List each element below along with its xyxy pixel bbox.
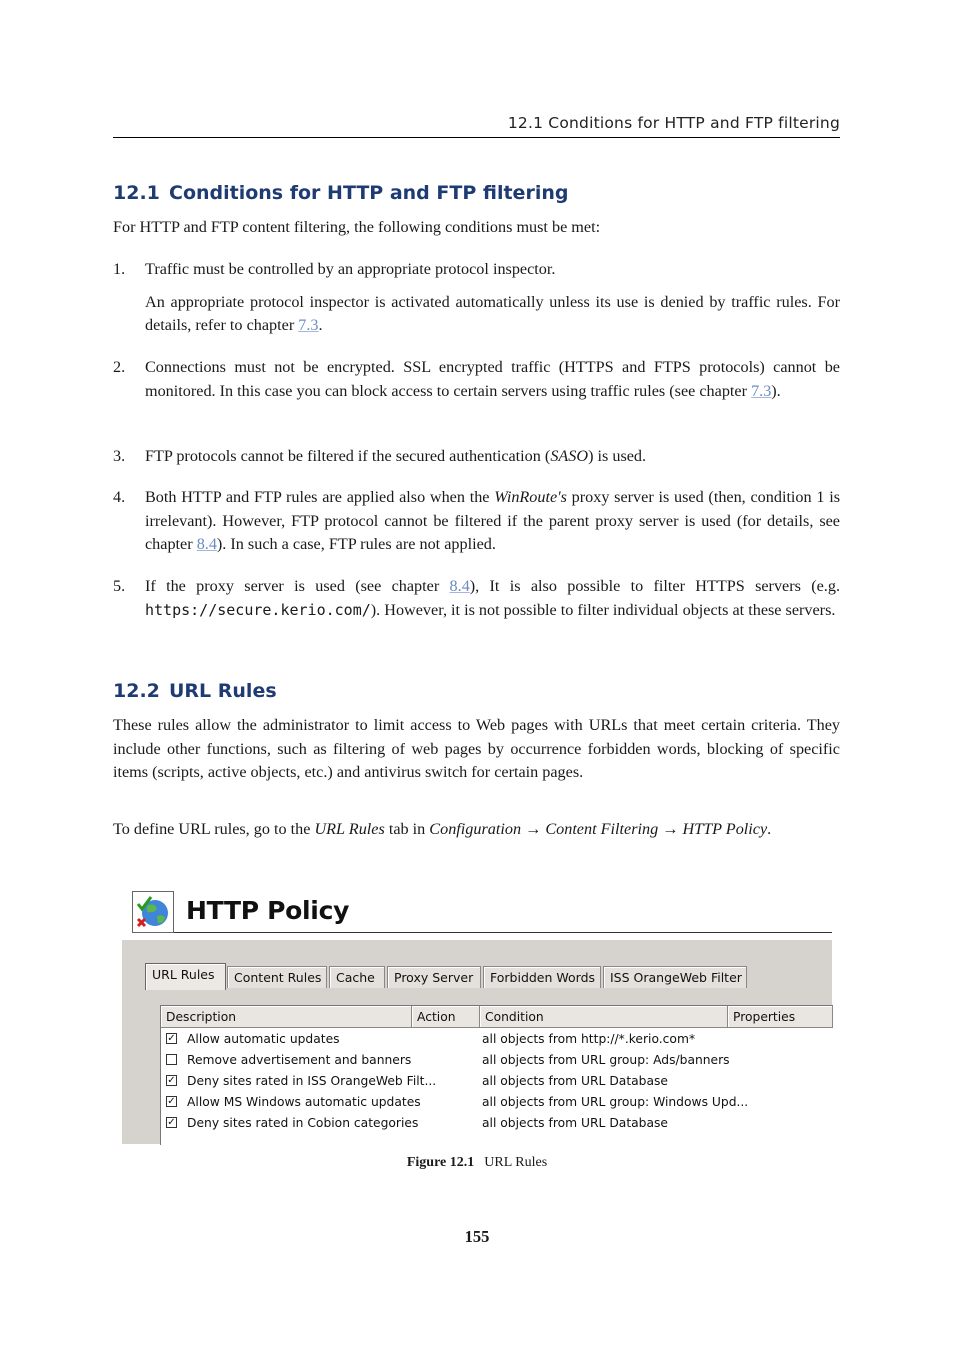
tab-cache[interactable]: Cache xyxy=(329,966,385,988)
rule-checkbox[interactable] xyxy=(166,1054,177,1065)
table-row[interactable] xyxy=(161,1092,833,1113)
table-row[interactable] xyxy=(161,1113,833,1134)
rule-condition: all objects from URL Database xyxy=(482,1116,668,1130)
http-policy-globe-icon xyxy=(132,891,174,933)
section-heading-12-1 xyxy=(113,182,568,204)
list-item-4 xyxy=(113,486,840,557)
list-number: 3. xyxy=(113,447,126,465)
list-number: 4. xyxy=(113,488,126,506)
list-number: 2. xyxy=(113,358,126,376)
chapter-link[interactable]: 8.4 xyxy=(196,535,217,553)
tab-content-rules[interactable]: Content Rules xyxy=(227,966,327,988)
list-item-1 xyxy=(113,258,840,338)
chapter-link[interactable]: 7.3 xyxy=(751,381,772,400)
list-text: Both HTTP and FTP rules are applied also when the WinRoute's proxy server is used (then, condition 1 is irrelevant). However, FTP protocol cannot be filtered if the parent proxy server is used (for details, see chapter 8.4). In such a case, FTP rules are not applied. xyxy=(145,488,840,553)
chapter-link[interactable]: 7.3 xyxy=(298,316,319,334)
list-text: FTP protocols cannot be filtered if the secured authentication (SASO) is used. xyxy=(145,447,647,465)
section-intro: For HTTP and FTP content filtering, the following conditions must be met: xyxy=(113,218,601,236)
tab-proxy-server[interactable]: Proxy Server xyxy=(387,966,481,988)
section-number: 12.1 xyxy=(113,182,160,204)
tab-forbidden-words[interactable]: Forbidden Words xyxy=(483,966,601,988)
list-item-5 xyxy=(113,575,840,622)
column-header-properties[interactable]: Properties xyxy=(728,1006,833,1028)
list-text: If the proxy server is used (see chapter 8.4), It is also possible to filter HTTPS servers (e.g. https://secure.kerio.com/). However, it is not possible to filter individual objects at these servers. xyxy=(145,577,840,619)
table-row[interactable] xyxy=(161,1050,833,1071)
rule-condition: all objects from URL group: Ads/banners xyxy=(482,1053,730,1067)
rule-description: Allow MS Windows automatic updates xyxy=(187,1095,421,1109)
rule-description: Deny sites rated in ISS OrangeWeb Filt... xyxy=(187,1074,437,1088)
rule-condition: all objects from http://*.kerio.com* xyxy=(482,1032,696,1046)
list-text: Connections must not be encrypted. SSL encrypted traffic (HTTPS and FTPS protocols) cannot be monitored. In this case you can block access to certain servers using traffic rules (see chapter 7.3). xyxy=(145,358,840,400)
running-head: 12.1 Conditions for HTTP and FTP filtering xyxy=(507,114,840,132)
caption-text: URL Rules xyxy=(484,1155,548,1170)
section-title: Conditions for HTTP and FTP filtering xyxy=(169,182,569,204)
section-heading-12-2 xyxy=(113,680,277,702)
caption-label: Figure 12.1 xyxy=(406,1155,475,1170)
figure-http-policy xyxy=(122,890,832,1144)
column-header-action[interactable]: Action xyxy=(412,1006,480,1028)
rule-description: Remove advertisement and banners xyxy=(187,1053,412,1067)
rules-table xyxy=(160,1005,833,1145)
section-paragraph: To define URL rules, go to the URL Rules tab in Configuration → Content Filtering → HTTP Policy. xyxy=(113,820,772,838)
section-paragraph: These rules allow the administrator to limit access to Web pages with URLs that meet certain criteria. They include other functions, such as filtering of web pages by occurrence forbidden words, blocking of specific items (scripts, active objects, etc.) and antivirus switch for certain pages. xyxy=(113,716,840,781)
rule-description: Allow automatic updates xyxy=(187,1032,340,1046)
list-item-2 xyxy=(113,356,840,403)
dialog-title: HTTP Policy xyxy=(186,896,350,925)
list-text: An appropriate protocol inspector is activated automatically unless its use is denied by traffic rules. For details, refer to chapter 7.3. xyxy=(145,292,840,334)
list-number: 1. xyxy=(113,260,126,278)
rule-checkbox[interactable]: ✓ xyxy=(167,1033,176,1044)
list-item-3 xyxy=(113,445,840,469)
dialog-header xyxy=(132,890,832,933)
tab-iss-orangeweb-filter[interactable]: ISS OrangeWeb Filter xyxy=(603,966,747,988)
rule-condition: all objects from URL group: Windows Upd... xyxy=(482,1095,749,1109)
policy-panel xyxy=(122,940,832,1144)
header-rule xyxy=(113,137,840,138)
rule-condition: all objects from URL Database xyxy=(482,1074,668,1088)
rule-checkbox[interactable]: ✓ xyxy=(167,1075,176,1086)
section-title: URL Rules xyxy=(169,680,277,702)
url-code: https://secure.kerio.com/ xyxy=(145,600,371,619)
table-row[interactable] xyxy=(161,1029,833,1050)
rule-checkbox[interactable]: ✓ xyxy=(167,1117,176,1128)
list-number: 5. xyxy=(113,577,126,595)
page-number: 155 xyxy=(464,1227,490,1246)
table-row[interactable] xyxy=(161,1071,833,1092)
section-number: 12.2 xyxy=(113,680,160,702)
figure-caption xyxy=(0,1155,954,1171)
column-header-description[interactable]: Description xyxy=(161,1006,412,1028)
column-header-condition[interactable]: Condition xyxy=(480,1006,728,1028)
rule-checkbox[interactable]: ✓ xyxy=(167,1096,176,1107)
list-text: Traffic must be controlled by an appropriate protocol inspector. xyxy=(145,260,556,278)
chapter-link[interactable]: 8.4 xyxy=(449,577,470,595)
rule-description: Deny sites rated in Cobion categories xyxy=(187,1116,419,1130)
tab-url-rules[interactable]: URL Rules xyxy=(145,963,226,990)
